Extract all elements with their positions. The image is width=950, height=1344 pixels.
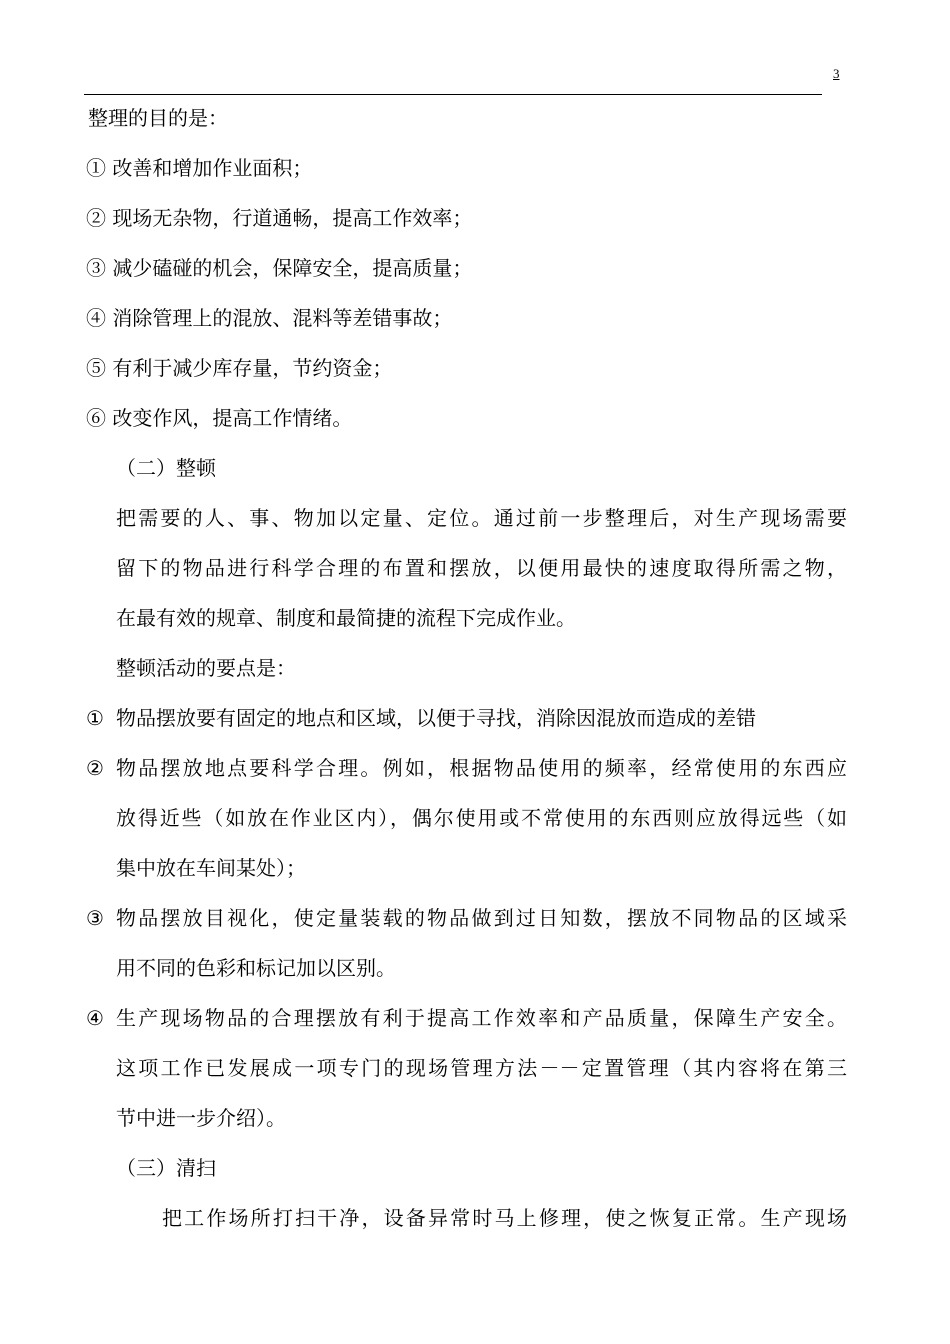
list-item: ④ 消除管理上的混放、混料等差错事故；: [86, 306, 453, 330]
list-item: 物品摆放要有固定的地点和区域，以便于寻找，消除因混放而造成的差错: [116, 706, 756, 730]
list-item: 节中进一步介绍）。: [116, 1106, 286, 1130]
list-item: 生产现场物品的合理摆放有利于提高工作效率和产品质量，保障生产安全。: [116, 1006, 847, 1030]
list-marker: ③: [86, 906, 104, 930]
paragraph-line: 在最有效的规章、制度和最简捷的流程下完成作业。: [116, 606, 576, 630]
section-heading: （二）整顿: [116, 456, 216, 480]
header-rule: [84, 94, 822, 95]
list-item: 用不同的色彩和标记加以区别。: [116, 956, 396, 980]
points-intro: 整顿活动的要点是：: [116, 656, 296, 680]
list-item: 放得近些（如放在作业区内），偶尔使用或不常使用的东西则应放得远些（如: [116, 806, 847, 830]
paragraph-line: 把工作场所打扫干净，设备异常时马上修理，使之恢复正常。生产现场: [162, 1206, 847, 1230]
list-marker: ②: [86, 756, 104, 780]
list-item: ② 现场无杂物，行道通畅，提高工作效率；: [86, 206, 473, 230]
page-number: 3: [833, 66, 840, 81]
list-item: ⑤ 有利于减少库存量，节约资金；: [86, 356, 393, 380]
list-marker: ①: [86, 706, 104, 730]
list-item: 集中放在车间某处）；: [116, 856, 306, 880]
list-item: 物品摆放目视化，使定量装载的物品做到过日知数，摆放不同物品的区域采: [116, 906, 847, 930]
paragraph-line: 留下的物品进行科学合理的布置和摆放，以便用最快的速度取得所需之物，: [116, 556, 847, 580]
purpose-intro: 整理的目的是：: [88, 106, 228, 130]
section-heading: （三）清扫: [116, 1156, 216, 1180]
list-item: ⑥ 改变作风，提高工作情绪。: [86, 406, 353, 430]
list-item: 物品摆放地点要科学合理。例如，根据物品使用的频率，经常使用的东西应: [116, 756, 847, 780]
paragraph-line: 把需要的人、事、物加以定量、定位。通过前一步整理后，对生产现场需要: [116, 506, 847, 530]
list-item: ① 改善和增加作业面积；: [86, 156, 313, 180]
list-item: 这项工作已发展成一项专门的现场管理方法－－定置管理（其内容将在第三: [116, 1056, 847, 1080]
list-item: ③ 减少磕碰的机会，保障安全，提高质量；: [86, 256, 473, 280]
list-marker: ④: [86, 1006, 104, 1030]
